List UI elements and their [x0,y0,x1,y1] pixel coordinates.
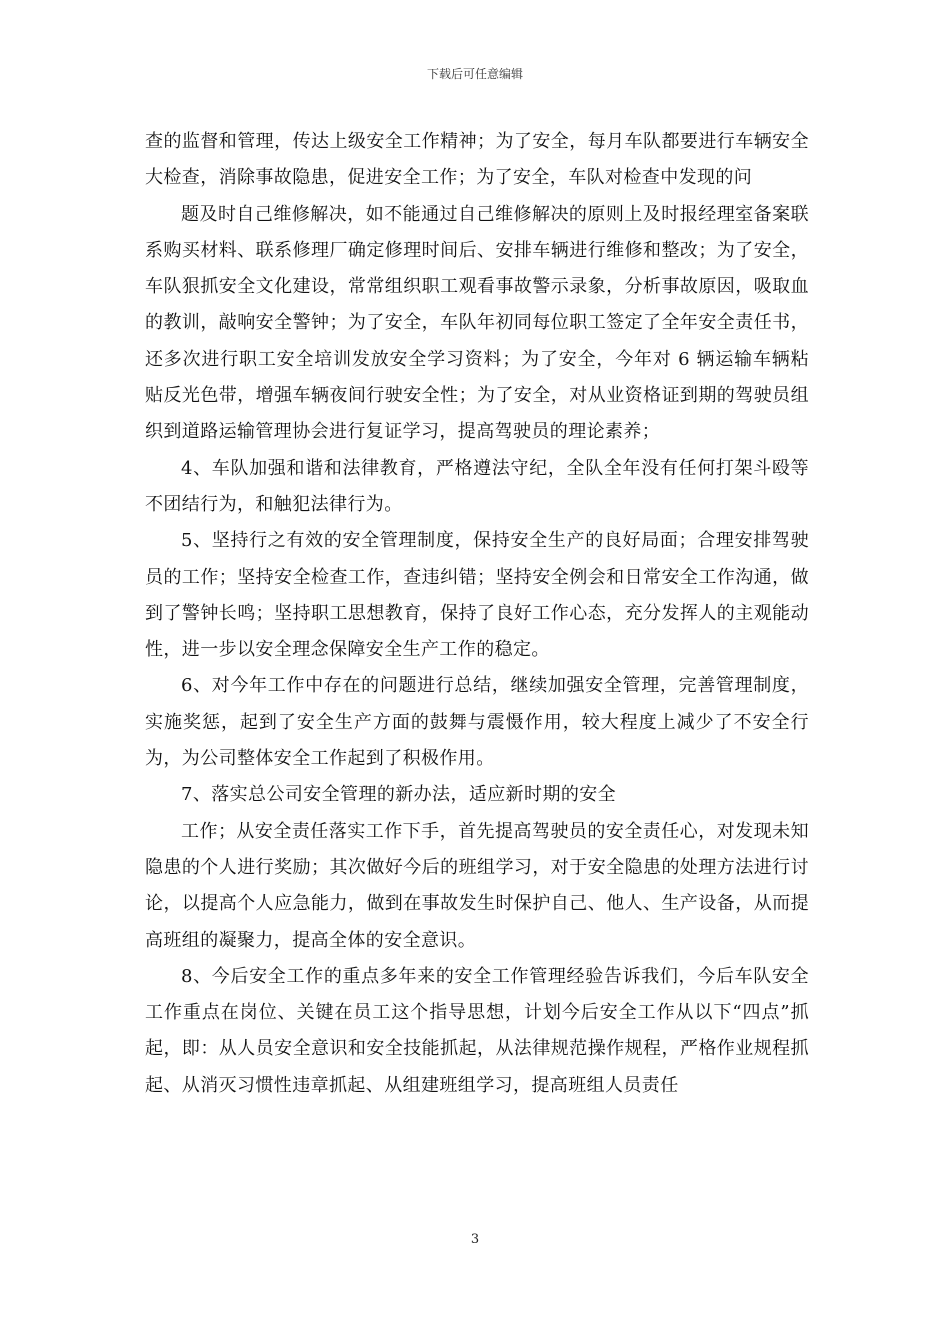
page-number: 3 [470,1232,480,1247]
paragraph-3: 4、车队加强和谐和法律教育，严格遵法守纪，全队全年没有任何打架斗殴等不团结行为，和触犯法律行为。 [145,457,809,515]
paragraph-5: 6、对今年工作中存在的问题进行总结，继续加强安全管理，完善管理制度，实施奖惩，起到了安全生产方面的鼓舞与震慑作用，较大程度上减少了不安全行为，为公司整体安全工作起到了积极作用。 [145,675,809,770]
paragraph-4: 5、坚持行之有效的安全管理制度，保持安全生产的良好局面；合理安排驾驶员的工作；坚持安全检查工作，查违纠错；坚持安全例会和日常安全工作沟通，做到了警钟长鸣；坚持职工思想教育，保持了良好工作心态，充分发挥人的主观能动性，进一步以安全理念保障安全生产工作的稳定。 [145,530,809,661]
paragraph-8: 8、今后安全工作的重点多年来的安全工作管理经验告诉我们，今后车队安全工作重点在岗位、关键在员工这个指导思想，计划今后安全工作从以下“四点”抓起，即：从人员安全意识和安全技能抓起，从法律规范操作规程，严格作业规程抓起、从消灭习惯性违章抓起、从组建班组学习，提高班组人员责任 [145,965,809,1096]
page-header: 下载后可任意编辑 [426,67,523,81]
paragraph-6: 7、落实总公司安全管理的新办法，适应新时期的安全 [181,784,617,806]
paragraph-2: 题及时自己维修解决，如不能通过自己维修解决的原则上及时报经理室备案联系购买材料、联系修理厂确定修理时间后、安排车辆进行维修和整改；为了安全，车队狠抓安全文化建设，常常组织职工观看事故警示录象，分析事故原因，吸取血的教训，敲响安全警钟；为了安全，车队年初同每位职工签定了全年安全责任书，还多次进行职工安全培训发放安全学习资料；为了安全，今年对 6 辆运输车辆粘贴反光色带，增强车辆夜间行驶安全性；为了安全，对从业资格证到期的驾驶员组织到道路运输管理协会进行复证学习，提高驾驶员的理论素养； [145,203,809,443]
paragraph-7: 工作；从安全责任落实工作下手，首先提高驾驶员的安全责任心，对发现未知隐患的个人进行奖励；其次做好今后的班组学习，对于安全隐患的处理方法进行讨论，以提高个人应急能力，做到在事故发生时保护自己、他人、生产设备，从而提高班组的凝聚力，提高全体的安全意识。 [145,820,809,951]
paragraph-1: 查的监督和管理，传达上级安全工作精神；为了安全，每月车队都要进行车辆安全大检查，消除事故隐患，促进安全工作；为了安全，车队对检查中发现的问 [145,131,809,189]
document-body [145,124,809,1104]
